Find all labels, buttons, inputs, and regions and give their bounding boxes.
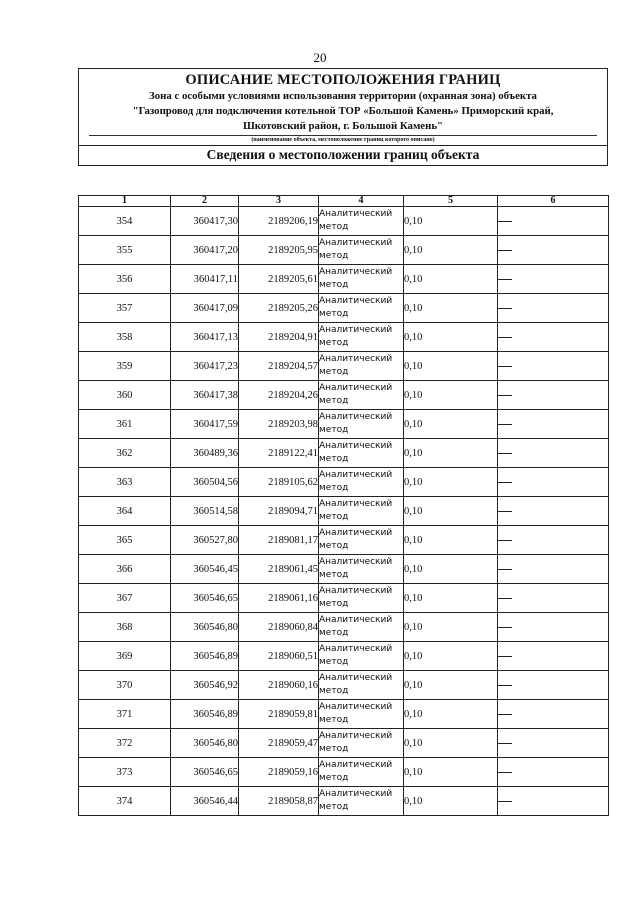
table-row xyxy=(79,787,609,816)
x-coordinate: 360546,89 xyxy=(171,700,239,729)
x-coordinate: 360546,89 xyxy=(171,642,239,671)
method-label: метод xyxy=(319,309,349,319)
y-coordinate: 2189059,81 xyxy=(239,700,319,729)
point-number: 360 xyxy=(79,381,171,410)
table-row xyxy=(79,700,609,729)
point-number: 374 xyxy=(79,787,171,816)
accuracy-value: 0,10 xyxy=(404,758,498,787)
dash-mark xyxy=(498,801,512,802)
method-label: Аналитический xyxy=(319,702,393,712)
method-cell xyxy=(319,439,404,468)
method-label: Аналитический xyxy=(319,644,393,654)
description-cell xyxy=(498,410,609,439)
description-cell xyxy=(498,323,609,352)
description-cell xyxy=(498,265,609,294)
method-label: метод xyxy=(319,512,349,522)
table-row xyxy=(79,207,609,236)
dash-mark xyxy=(498,482,512,483)
method-cell xyxy=(319,294,404,323)
method-label: Аналитический xyxy=(319,528,393,538)
x-coordinate: 360546,65 xyxy=(171,584,239,613)
method-cell xyxy=(319,700,404,729)
accuracy-value: 0,10 xyxy=(404,729,498,758)
y-coordinate: 2189205,95 xyxy=(239,236,319,265)
zone-description: Зона с особыми условиями использования территории (охранная зона) объекта xyxy=(149,90,537,102)
dash-mark xyxy=(498,453,512,454)
method-label: метод xyxy=(319,483,349,493)
point-number: 361 xyxy=(79,410,171,439)
y-coordinate: 2189058,87 xyxy=(239,787,319,816)
table-row xyxy=(79,526,609,555)
method-cell xyxy=(319,787,404,816)
method-cell xyxy=(319,381,404,410)
description-cell xyxy=(498,439,609,468)
document-title: ОПИСАНИЕ МЕСТОПОЛОЖЕНИЯ ГРАНИЦ xyxy=(185,72,501,88)
column-header: 1 xyxy=(79,196,171,207)
method-label: Аналитический xyxy=(319,441,393,451)
method-label: Аналитический xyxy=(319,470,393,480)
point-number: 364 xyxy=(79,497,171,526)
dash-mark xyxy=(498,308,512,309)
description-cell xyxy=(498,700,609,729)
underline xyxy=(89,135,597,136)
dash-mark xyxy=(498,743,512,744)
method-label: Аналитический xyxy=(319,354,393,364)
method-cell xyxy=(319,497,404,526)
table-row xyxy=(79,381,609,410)
dash-mark xyxy=(498,569,512,570)
x-coordinate: 360546,92 xyxy=(171,671,239,700)
method-label: Аналитический xyxy=(319,209,393,219)
method-label: метод xyxy=(319,773,349,783)
table-row xyxy=(79,468,609,497)
description-cell xyxy=(498,787,609,816)
y-coordinate: 2189059,47 xyxy=(239,729,319,758)
table-row xyxy=(79,555,609,584)
accuracy-value: 0,10 xyxy=(404,236,498,265)
column-header: 6 xyxy=(498,196,609,207)
point-number: 355 xyxy=(79,236,171,265)
dash-mark xyxy=(498,250,512,251)
method-label: метод xyxy=(319,628,349,638)
y-coordinate: 2189204,91 xyxy=(239,323,319,352)
dash-mark xyxy=(498,540,512,541)
x-coordinate: 360514,58 xyxy=(171,497,239,526)
y-coordinate: 2189060,84 xyxy=(239,613,319,642)
method-cell xyxy=(319,526,404,555)
x-coordinate: 360417,38 xyxy=(171,381,239,410)
column-header: 5 xyxy=(404,196,498,207)
table-row xyxy=(79,497,609,526)
method-label: Аналитический xyxy=(319,383,393,393)
method-label: метод xyxy=(319,657,349,667)
table-row xyxy=(79,294,609,323)
point-number: 372 xyxy=(79,729,171,758)
table-row xyxy=(79,613,609,642)
method-label: метод xyxy=(319,338,349,348)
method-label: Аналитический xyxy=(319,731,393,741)
page-number: 20 xyxy=(313,50,327,65)
accuracy-value: 0,10 xyxy=(404,497,498,526)
method-label: метод xyxy=(319,251,349,261)
method-label: метод xyxy=(319,570,349,580)
table-row xyxy=(79,642,609,671)
y-coordinate: 2189059,16 xyxy=(239,758,319,787)
object-name-line2: Шкотовский район, г. Большой Камень" xyxy=(242,120,444,132)
point-number: 358 xyxy=(79,323,171,352)
method-cell xyxy=(319,758,404,787)
table-row xyxy=(79,236,609,265)
x-coordinate: 360417,59 xyxy=(171,410,239,439)
method-label: метод xyxy=(319,454,349,464)
method-label: Аналитический xyxy=(319,238,393,248)
table-row xyxy=(79,352,609,381)
description-cell xyxy=(498,497,609,526)
table-row xyxy=(79,729,609,758)
x-coordinate: 360417,13 xyxy=(171,323,239,352)
description-cell xyxy=(498,207,609,236)
x-coordinate: 360504,56 xyxy=(171,468,239,497)
dash-mark xyxy=(498,714,512,715)
point-number: 363 xyxy=(79,468,171,497)
coordinates-table xyxy=(78,195,609,816)
accuracy-value: 0,10 xyxy=(404,323,498,352)
accuracy-value: 0,10 xyxy=(404,584,498,613)
method-label: Аналитический xyxy=(319,499,393,509)
description-cell xyxy=(498,352,609,381)
dash-mark xyxy=(498,395,512,396)
y-coordinate: 2189122,41 xyxy=(239,439,319,468)
description-cell xyxy=(498,526,609,555)
y-coordinate: 2189206,19 xyxy=(239,207,319,236)
accuracy-value: 0,10 xyxy=(404,439,498,468)
method-cell xyxy=(319,584,404,613)
accuracy-value: 0,10 xyxy=(404,468,498,497)
table-row xyxy=(79,410,609,439)
y-coordinate: 2189204,26 xyxy=(239,381,319,410)
point-number: 370 xyxy=(79,671,171,700)
dash-mark xyxy=(498,656,512,657)
point-number: 362 xyxy=(79,439,171,468)
method-label: Аналитический xyxy=(319,412,393,422)
description-cell xyxy=(498,613,609,642)
table-header-row xyxy=(79,196,609,207)
method-label: метод xyxy=(319,541,349,551)
description-cell xyxy=(498,642,609,671)
description-cell xyxy=(498,758,609,787)
method-label: Аналитический xyxy=(319,325,393,335)
method-cell xyxy=(319,729,404,758)
description-cell xyxy=(498,555,609,584)
y-coordinate: 2189060,51 xyxy=(239,642,319,671)
accuracy-value: 0,10 xyxy=(404,410,498,439)
method-label: метод xyxy=(319,280,349,290)
method-label: Аналитический xyxy=(319,296,393,306)
point-number: 356 xyxy=(79,265,171,294)
table-row xyxy=(79,265,609,294)
x-coordinate: 360546,80 xyxy=(171,729,239,758)
description-cell xyxy=(498,294,609,323)
method-cell xyxy=(319,613,404,642)
y-coordinate: 2189105,62 xyxy=(239,468,319,497)
method-label: метод xyxy=(319,396,349,406)
table-row xyxy=(79,323,609,352)
x-coordinate: 360417,30 xyxy=(171,207,239,236)
description-cell xyxy=(498,236,609,265)
method-cell xyxy=(319,207,404,236)
method-cell xyxy=(319,671,404,700)
table-row xyxy=(79,671,609,700)
method-label: Аналитический xyxy=(319,789,393,799)
method-label: метод xyxy=(319,715,349,725)
accuracy-value: 0,10 xyxy=(404,671,498,700)
x-coordinate: 360417,11 xyxy=(171,265,239,294)
point-number: 373 xyxy=(79,758,171,787)
y-coordinate: 2189060,16 xyxy=(239,671,319,700)
x-coordinate: 360546,65 xyxy=(171,758,239,787)
dash-mark xyxy=(498,279,512,280)
method-cell xyxy=(319,236,404,265)
point-number: 357 xyxy=(79,294,171,323)
method-label: метод xyxy=(319,367,349,377)
method-cell xyxy=(319,352,404,381)
method-cell xyxy=(319,323,404,352)
method-label: Аналитический xyxy=(319,673,393,683)
dash-mark xyxy=(498,772,512,773)
method-label: Аналитический xyxy=(319,557,393,567)
x-coordinate: 360546,45 xyxy=(171,555,239,584)
dash-mark xyxy=(498,337,512,338)
accuracy-value: 0,10 xyxy=(404,787,498,816)
point-number: 354 xyxy=(79,207,171,236)
dash-mark xyxy=(498,627,512,628)
divider xyxy=(79,145,607,146)
x-coordinate: 360546,80 xyxy=(171,613,239,642)
object-caption: (наименование объекта, местоположение границ которого описано) xyxy=(251,137,435,143)
point-number: 366 xyxy=(79,555,171,584)
y-coordinate: 2189204,57 xyxy=(239,352,319,381)
y-coordinate: 2189061,45 xyxy=(239,555,319,584)
method-label: Аналитический xyxy=(319,586,393,596)
y-coordinate: 2189205,26 xyxy=(239,294,319,323)
accuracy-value: 0,10 xyxy=(404,207,498,236)
dash-mark xyxy=(498,685,512,686)
point-number: 359 xyxy=(79,352,171,381)
dash-mark xyxy=(498,221,512,222)
table-row xyxy=(79,439,609,468)
method-label: Аналитический xyxy=(319,760,393,770)
object-name-line1: "Газопровод для подключения котельной ТОР «Большой Камень» Приморский край, xyxy=(132,105,554,117)
method-label: метод xyxy=(319,744,349,754)
method-label: метод xyxy=(319,686,349,696)
accuracy-value: 0,10 xyxy=(404,265,498,294)
method-label: Аналитический xyxy=(319,615,393,625)
method-cell xyxy=(319,410,404,439)
method-label: метод xyxy=(319,425,349,435)
x-coordinate: 360489,36 xyxy=(171,439,239,468)
description-cell xyxy=(498,584,609,613)
description-cell xyxy=(498,381,609,410)
accuracy-value: 0,10 xyxy=(404,381,498,410)
method-label: Аналитический xyxy=(319,267,393,277)
accuracy-value: 0,10 xyxy=(404,700,498,729)
y-coordinate: 2189081,17 xyxy=(239,526,319,555)
method-cell xyxy=(319,555,404,584)
column-header: 3 xyxy=(239,196,319,207)
header-box xyxy=(78,68,608,166)
x-coordinate: 360527,80 xyxy=(171,526,239,555)
y-coordinate: 2189061,16 xyxy=(239,584,319,613)
method-label: метод xyxy=(319,222,349,232)
point-number: 371 xyxy=(79,700,171,729)
accuracy-value: 0,10 xyxy=(404,555,498,584)
accuracy-value: 0,10 xyxy=(404,613,498,642)
x-coordinate: 360417,23 xyxy=(171,352,239,381)
description-cell xyxy=(498,671,609,700)
point-number: 365 xyxy=(79,526,171,555)
x-coordinate: 360417,09 xyxy=(171,294,239,323)
method-label: метод xyxy=(319,599,349,609)
accuracy-value: 0,10 xyxy=(404,526,498,555)
description-cell xyxy=(498,468,609,497)
point-number: 367 xyxy=(79,584,171,613)
accuracy-value: 0,10 xyxy=(404,352,498,381)
column-header: 4 xyxy=(319,196,404,207)
dash-mark xyxy=(498,424,512,425)
point-number: 368 xyxy=(79,613,171,642)
y-coordinate: 2189205,61 xyxy=(239,265,319,294)
x-coordinate: 360417,20 xyxy=(171,236,239,265)
column-header: 2 xyxy=(171,196,239,207)
y-coordinate: 2189094,71 xyxy=(239,497,319,526)
method-label: метод xyxy=(319,802,349,812)
dash-mark xyxy=(498,511,512,512)
y-coordinate: 2189203,98 xyxy=(239,410,319,439)
accuracy-value: 0,10 xyxy=(404,642,498,671)
accuracy-value: 0,10 xyxy=(404,294,498,323)
table-row xyxy=(79,758,609,787)
section-title: Сведения о местоположении границ объекта xyxy=(206,147,480,162)
method-cell xyxy=(319,468,404,497)
method-cell xyxy=(319,265,404,294)
description-cell xyxy=(498,729,609,758)
dash-mark xyxy=(498,366,512,367)
table-row xyxy=(79,584,609,613)
method-cell xyxy=(319,642,404,671)
point-number: 369 xyxy=(79,642,171,671)
dash-mark xyxy=(498,598,512,599)
x-coordinate: 360546,44 xyxy=(171,787,239,816)
